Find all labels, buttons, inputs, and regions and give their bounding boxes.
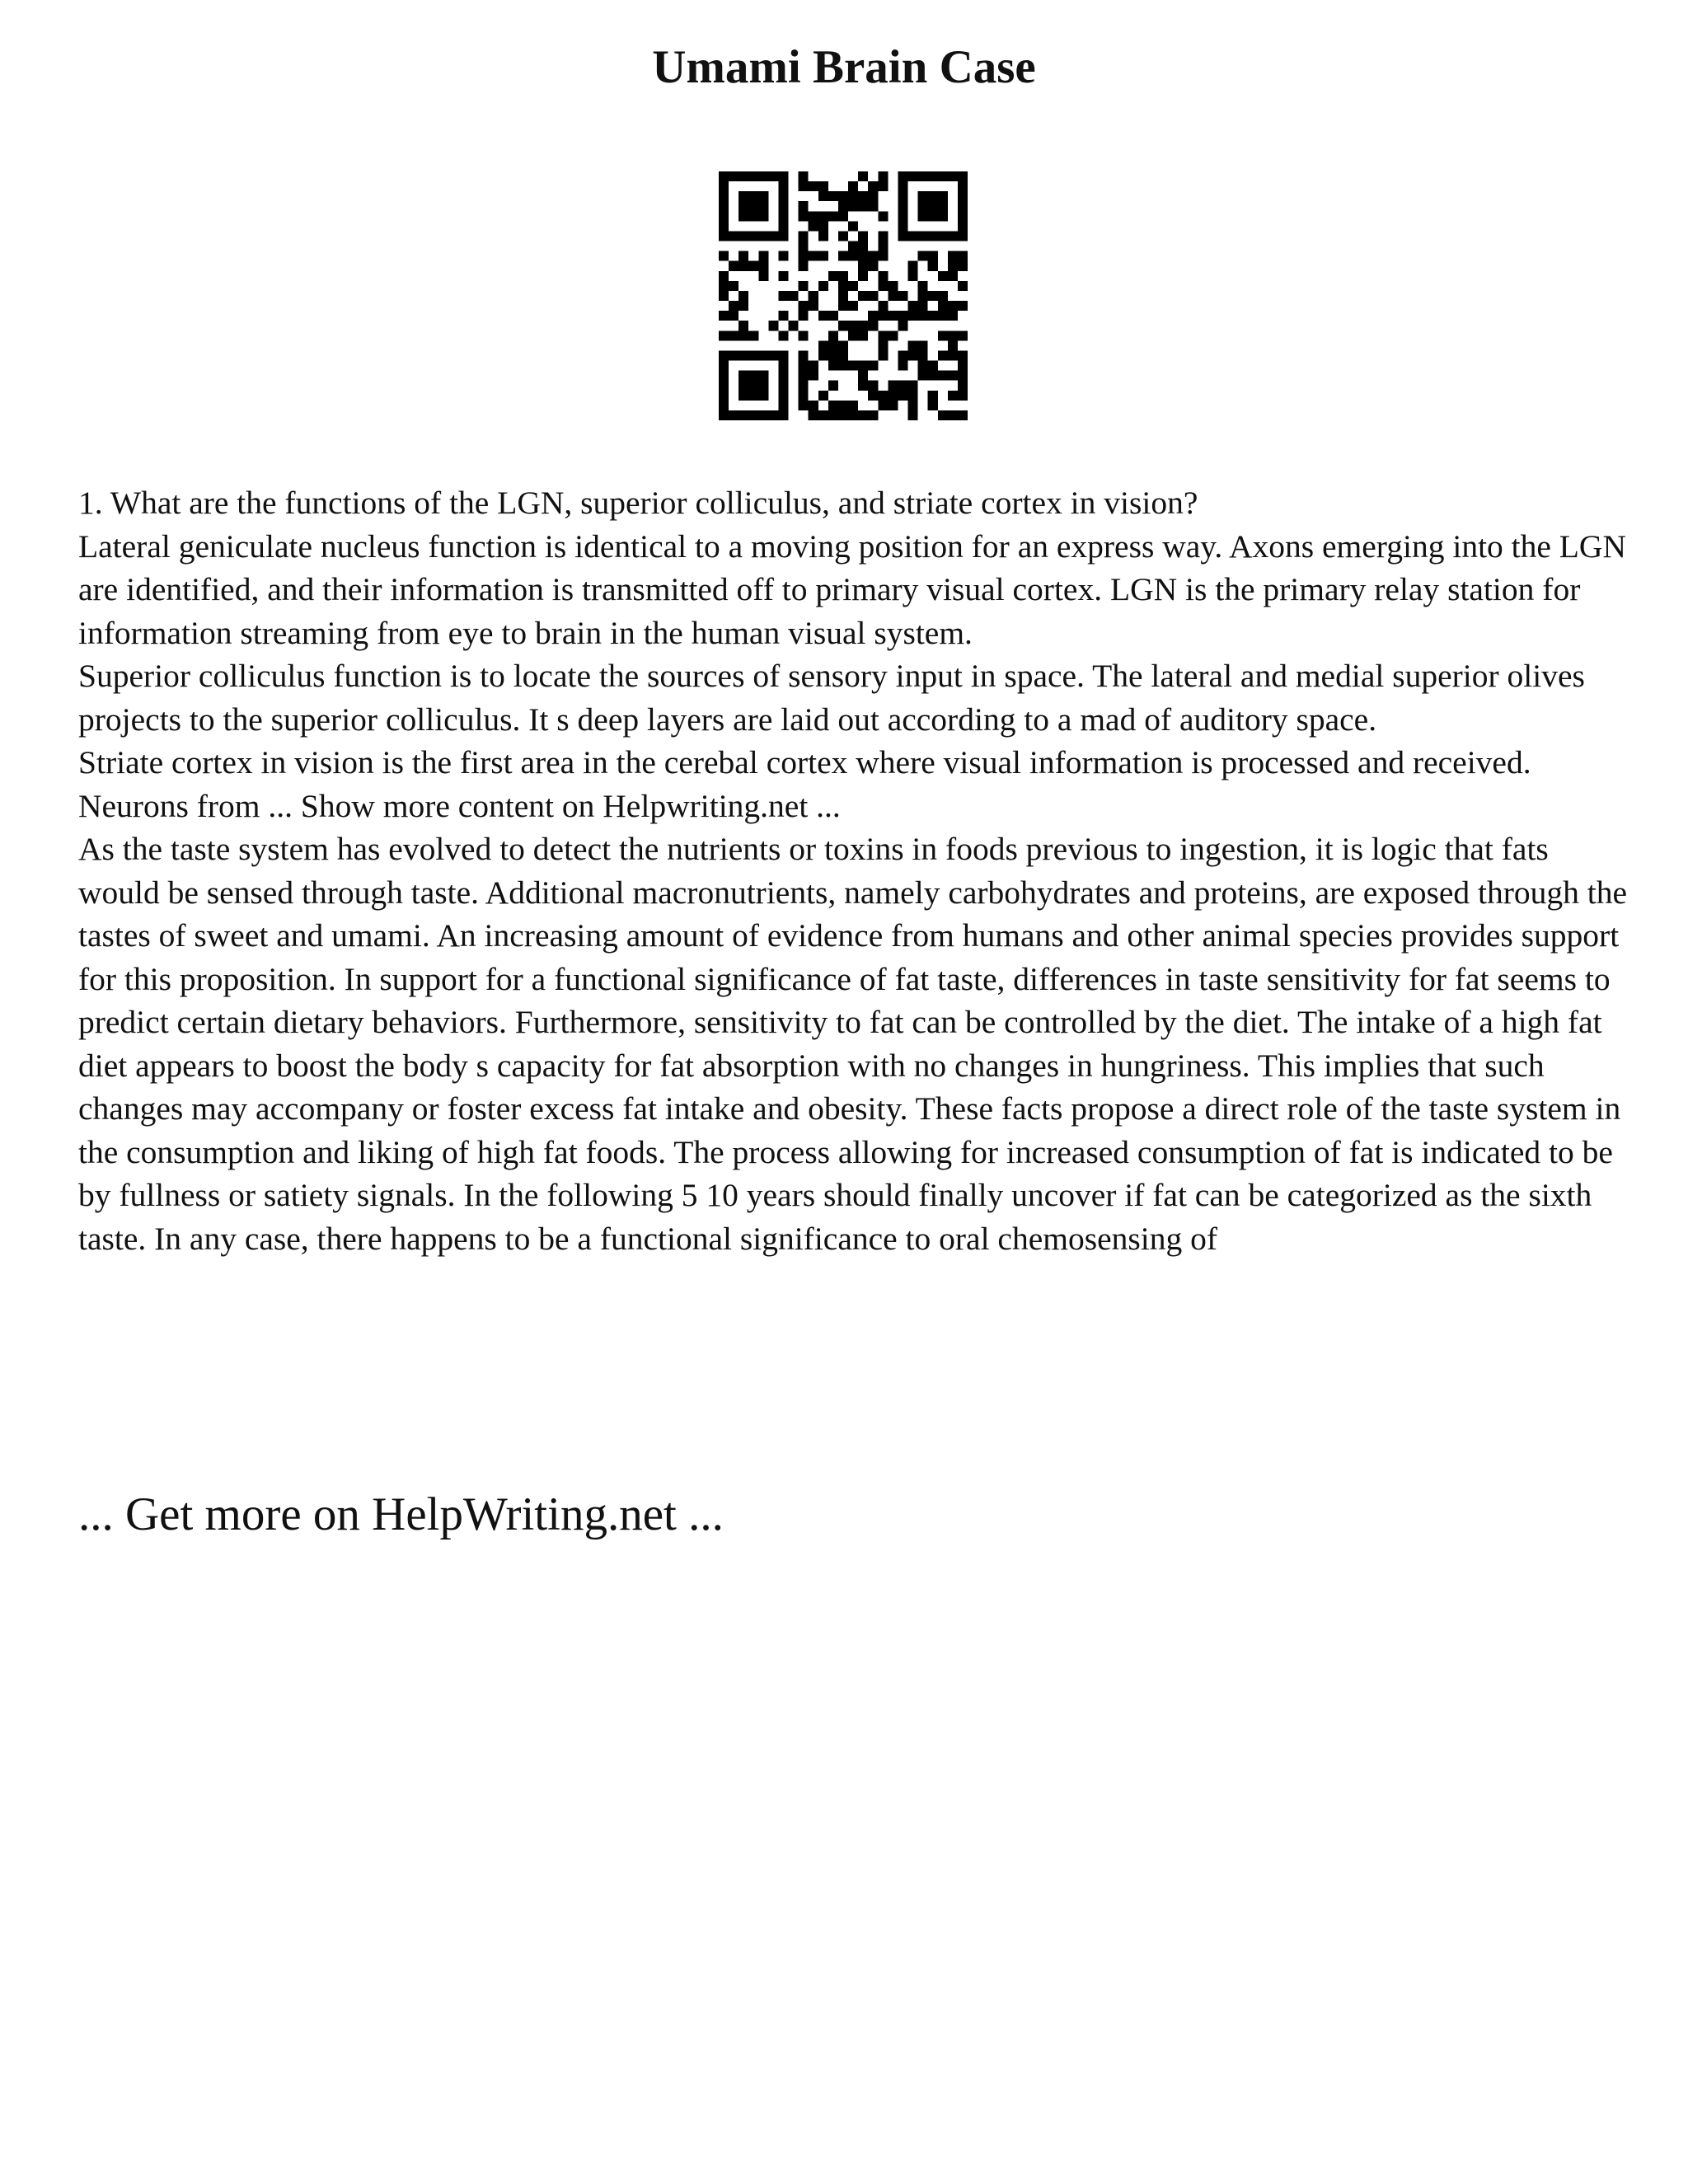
paragraph-striate-cortex: Striate cortex in vision is the first area in the cerebal cortex where visual information is processed and received. Neurons from ... Show more content on Helpwriting.net ...: [78, 744, 1531, 824]
qr-code-image: [719, 171, 968, 420]
paragraph-lgn: Lateral geniculate nucleus function is identical to a moving position for an express way. Axons emerging into the LGN are identified, and their information is transmitted off to primary visual cortex. LGN is the primary relay station for information streaming from eye to brain in the human visual system.: [78, 527, 1626, 651]
paragraph-superior-colliculus: Superior colliculus function is to locate the sources of sensory input in space. The lateral and medial superior olives projects to the superior colliculus. It s deep layers are laid out according to a mad of auditory space.: [78, 658, 1585, 738]
get-more-link[interactable]: ... Get more on HelpWriting.net ...: [78, 1488, 724, 1540]
document-body: [78, 481, 1628, 1260]
question-heading: 1. What are the functions of the LGN, superior colliculus, and striate cortex in vision?: [78, 485, 1198, 521]
paragraph-taste-system: As the taste system has evolved to detect the nutrients or toxins in foods previous to ingestion, it is logic that fats would be sensed through taste. Additional macronutrients, namely carbohydrates and proteins, are exposed through the tastes of sweet and umami. An increasing amount of evidence from humans and other animal species provides support for this proposition. In support for a functional significance of fat taste, differences in taste sensitivity for fat seems to predict certain dietary behaviors. Furthermore, sensitivity to fat can be controlled by the diet. The intake of a high fat diet appears to boost the body s capacity for fat absorption with no changes in hungriness. This implies that such changes may accompany or foster excess fat intake and obesity. These facts propose a direct role of the taste system in the consumption and liking of high fat foods. The process allowing for increased consumption of fat is indicated to be by fullness or satiety signals. In the following 5 10 years should finally uncover if fat can be categorized as the sixth taste. In any case, there happens to be a functional significance to oral chemosensing of: [78, 831, 1628, 1257]
document-title: Umami Brain Case: [652, 41, 1036, 93]
qr-code-graphic: [719, 171, 968, 420]
